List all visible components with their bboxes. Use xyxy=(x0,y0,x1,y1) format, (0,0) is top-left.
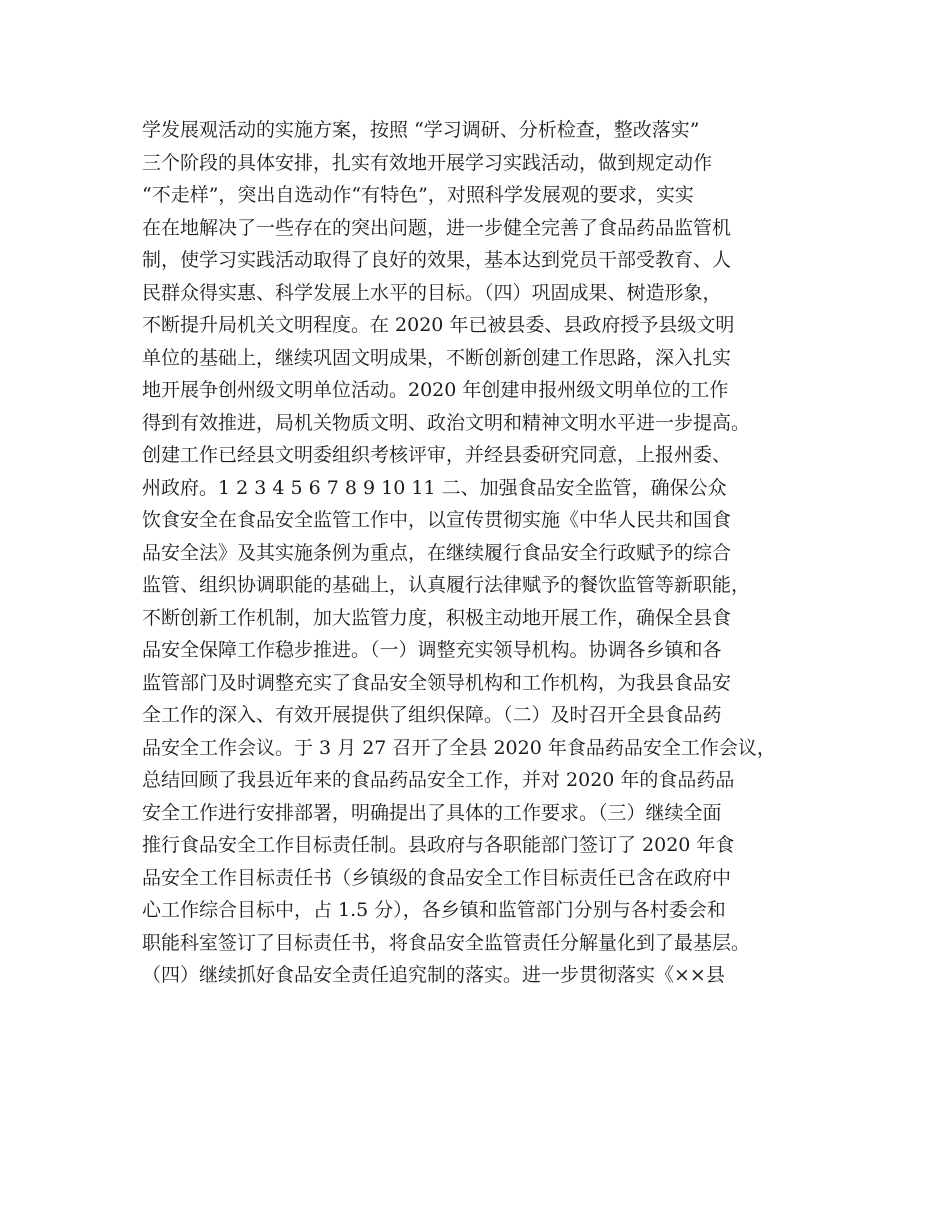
text-line: 品安全工作目标责任书（乡镇级的食品安全工作目标责任已含在政府中 xyxy=(142,866,732,889)
text-line: 得到有效推进，局机关物质文明、政治文明和精神文明水平进一步提高。 xyxy=(142,411,751,434)
text-line: 监管部门及时调整充实了食品安全领导机构和工作机构，为我县食品安 xyxy=(142,671,732,694)
text-line: 制，使学习实践活动取得了良好的效果，基本达到党员干部受教育、人 xyxy=(142,249,732,271)
text-line: 单位的基础上，继续巩固文明成果，不断创新创建工作思路，深入扎实 xyxy=(142,346,732,369)
text-line: （四）继续抓好食品安全责任追究制的落实。进一步贯彻落实《××县 xyxy=(142,964,725,986)
body-text xyxy=(142,114,832,992)
text-line: 总结回顾了我县近年来的食品药品安全工作，并对 2020 年的食品药品 xyxy=(142,769,735,791)
text-line: 学发展观活动的实施方案，按照 “学习调研、分析检查，整改落实” xyxy=(142,119,700,141)
text-line: 职能科室签订了目标责任书，将食品安全监管责任分解量化到了最基层。 xyxy=(142,931,751,954)
text-line: 在在地解决了一些存在的突出问题，进一步健全完善了食品药品监管机 xyxy=(142,216,732,239)
text-line: 品安全保障工作稳步推进。（一）调整充实领导机构。协调各乡镇和各 xyxy=(142,639,722,661)
text-line: 品安全法》及其实施条例为重点，在继续履行食品安全行政赋予的综合 xyxy=(142,541,732,564)
text-line: 监管、组织协调职能的基础上，认真履行法律赋予的餐饮监管等新职能， xyxy=(142,574,751,596)
text-line: 地开展争创州级文明单位活动。2020 年创建申报州级文明单位的工作 xyxy=(142,379,729,401)
text-line: 推行食品安全工作目标责任制。县政府与各职能部门签订了 2020 年食 xyxy=(142,834,735,856)
text-line: 创建工作已经县文明委组织考核评审，并经县委研究同意，上报州委、 xyxy=(142,444,732,466)
text-line: 州政府。1 2 3 4 5 6 7 8 9 10 11 二、加强食品安全监管，确保公众 xyxy=(142,476,727,499)
text-line: 全工作的深入、有效开展提供了组织保障。（二）及时召开全县食品药 xyxy=(142,704,722,726)
text-line: 饮食安全在食品安全监管工作中，以宣传贯彻实施《中华人民共和国食 xyxy=(142,509,732,531)
text-line: 安全工作进行安排部署，明确提出了具体的工作要求。（三）继续全面 xyxy=(142,801,722,824)
text-line: “不走样”，突出自选动作“有特色”，对照科学发展观的要求，实实 xyxy=(142,184,694,206)
text-line: 不断创新工作机制，加大监管力度，积极主动地开展工作，确保全县食 xyxy=(142,606,732,629)
text-line: 心工作综合目标中，占 1.5 分），各乡镇和监管部门分别与各村委会和 xyxy=(142,899,726,921)
text-line: 民群众得实惠、科学发展上水平的目标。（四）巩固成果、树造形象， xyxy=(142,281,722,304)
text-line: 三个阶段的具体安排，扎实有效地开展学习实践活动，做到规定动作 xyxy=(142,151,713,174)
text-line: 不断提升局机关文明程度。在 2020 年已被县委、县政府授予县级文明 xyxy=(142,314,735,336)
text-line: 品安全工作会议。于 3 月 27 召开了全县 2020 年食品药品安全工作会议， xyxy=(142,736,776,759)
